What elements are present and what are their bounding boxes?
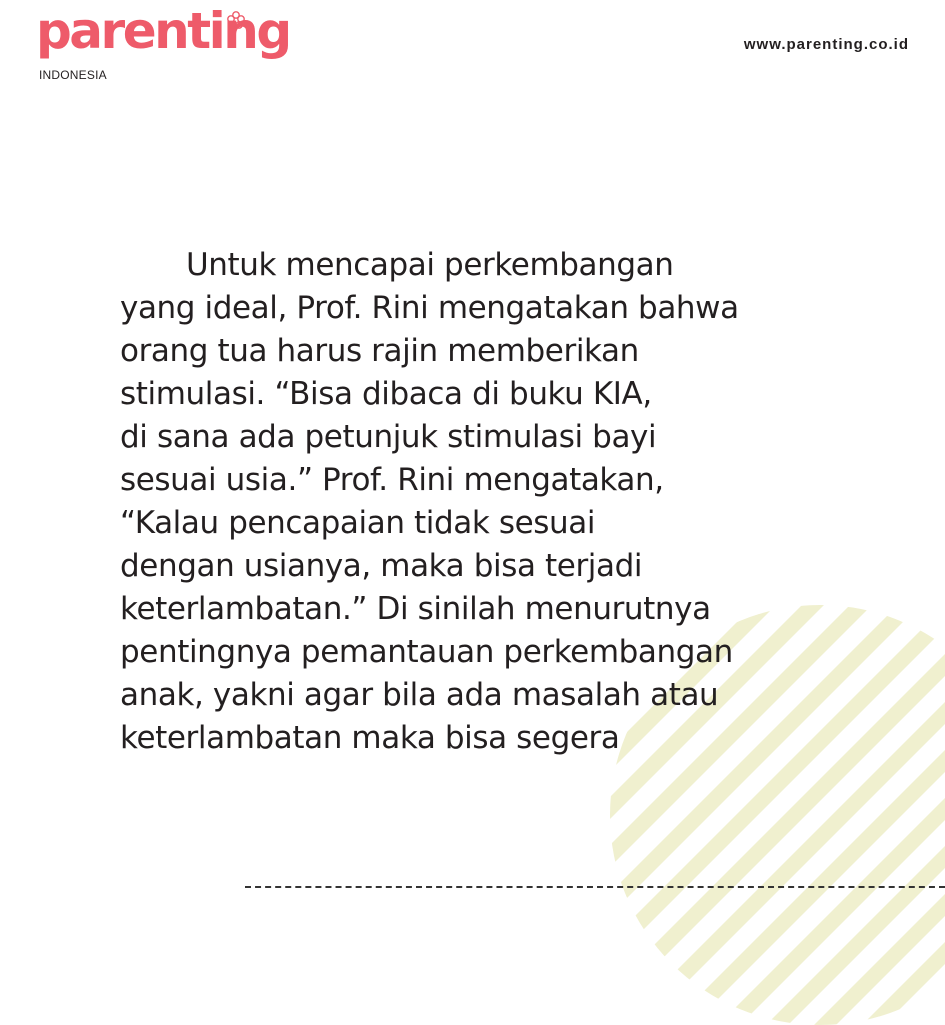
article-body bbox=[120, 244, 840, 760]
dashed-divider bbox=[245, 886, 945, 888]
article-line: “Kalau pencapaian tidak sesuai bbox=[120, 505, 596, 541]
article-line: di sana ada petunjuk stimulasi bayi bbox=[120, 419, 657, 455]
article-line: Untuk mencapai perkembangan bbox=[186, 247, 674, 283]
article-line: keterlambatan.” Di sinilah menurutnya bbox=[120, 591, 711, 627]
brand-logo[interactable] bbox=[36, 2, 290, 90]
flower-icon bbox=[226, 10, 246, 30]
article-line: yang ideal, Prof. Rini mengatakan bahwa bbox=[120, 290, 739, 326]
article-line: orang tua harus rajin memberikan bbox=[120, 333, 639, 369]
article-line: pentingnya pemantauan perkembangan bbox=[120, 634, 733, 670]
site-url[interactable]: www.parenting.co.id bbox=[743, 36, 909, 53]
article-line: keterlambatan maka bisa segera bbox=[120, 720, 620, 756]
article-line: dengan usianya, maka bisa terjadi bbox=[120, 548, 643, 584]
article-line: stimulasi. “Bisa dibaca di buku KIA, bbox=[120, 376, 652, 412]
brand-subtitle: INDONESIA bbox=[39, 68, 107, 82]
article-line: anak, yakni agar bila ada masalah atau bbox=[120, 677, 719, 713]
article-line: sesuai usia.” Prof. Rini mengatakan, bbox=[120, 462, 664, 498]
brand-name: parenting bbox=[36, 2, 290, 60]
